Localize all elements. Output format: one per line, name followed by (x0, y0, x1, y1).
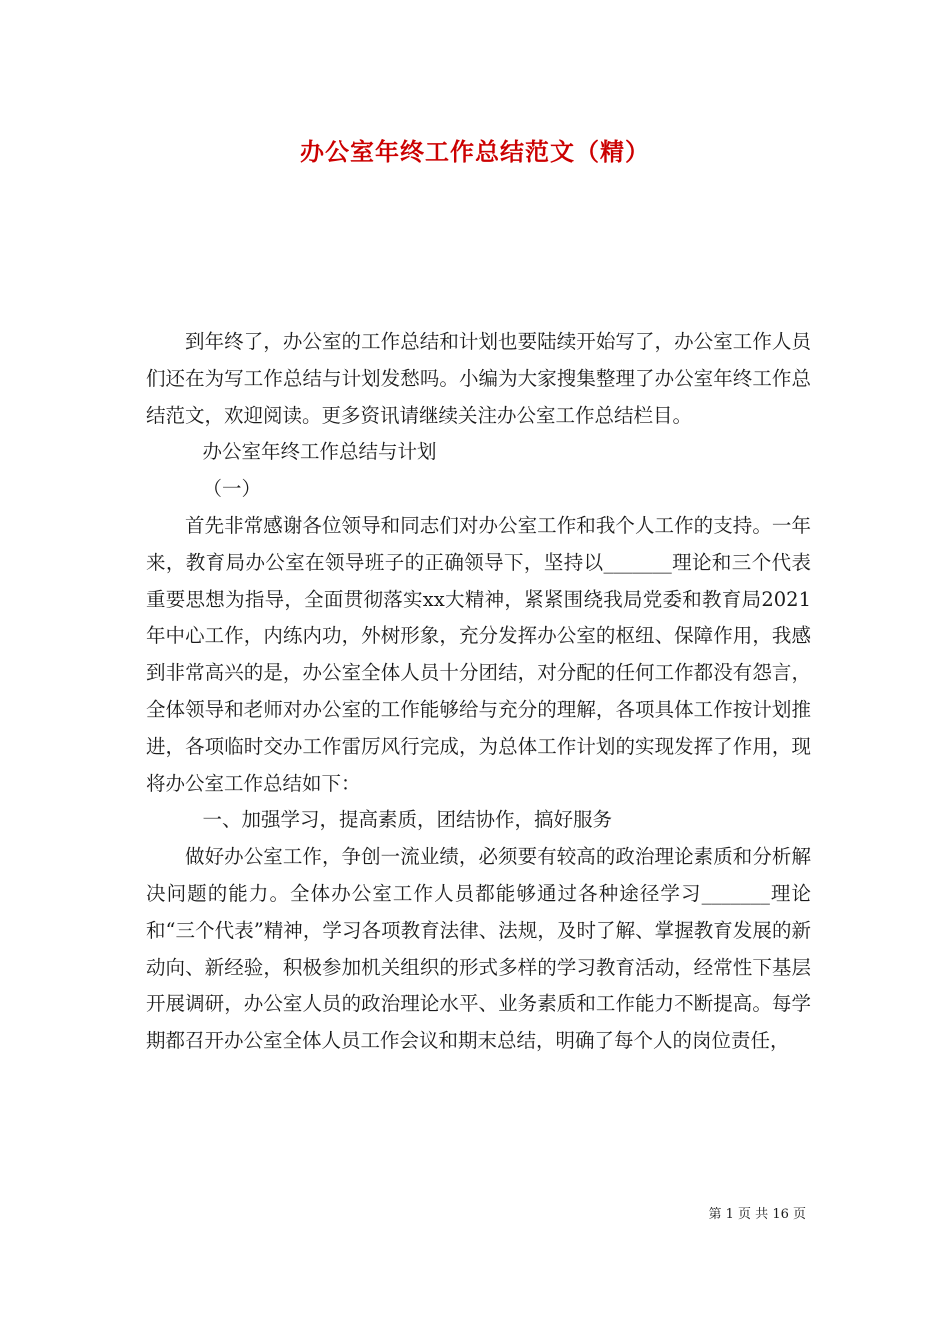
subsection-heading: 一、加强学习，提高素质，团结协作，搞好服务 (202, 808, 613, 832)
body-paragraph: 首先非常感谢各位领导和同志们对办公室工作和我个人工作的支持。一年来，教育局办公室在领导班子的正确领导下，坚持以_______理论和三个代表重要思想为指导，全面贯彻落实xx大精神，紧紧围绕我局党委和教育局2021年中心工作，内练内功，外树形象，充分发挥办公室的枢纽、保障作用，我感到非常高兴的是，办公室全体人员十分团结，对分配的任何工作都没有怨言，全体领导和老师对办公室的工作能够给与充分的理解，各项具体工作按计划推进，各项临时交办工作雷厉风行完成，为总体工作计划的实现发挥了作用，现将办公室工作总结如下： (146, 513, 811, 795)
section-number: （一） (202, 477, 262, 501)
page-number-footer: 第 1 页 共 16 页 (708, 1207, 806, 1222)
section-heading: 办公室年终工作总结与计划 (202, 440, 437, 464)
document-title: 办公室年终工作总结范文（精） (300, 137, 650, 166)
body-paragraph: 做好办公室工作，争创一流业绩，必须要有较高的政治理论素质和分析解决问题的能力。全体办公室工作人员都能够通过各种途径学习_______理论和“三个代表”精神，学习各项教育法律、法规，及时了解、掌握教育发展的新动向、新经验，积极参加机关组织的形式多样的学习教育活动，经常性下基层开展调研，办公室人员的政治理论水平、业务素质和工作能力不断提高。每学期都召开办公室全体人员工作会议和期末总结，明确了每个人的岗位责任， (146, 845, 811, 1053)
document-body (146, 324, 811, 1060)
intro-paragraph: 到年终了，办公室的工作总结和计划也要陆续开始写了，办公室工作人员们还在为写工作总结与计划发愁吗。小编为大家搜集整理了办公室年终工作总结范文，欢迎阅读。更多资讯请继续关注办公室工作总结栏目。 (146, 330, 811, 427)
